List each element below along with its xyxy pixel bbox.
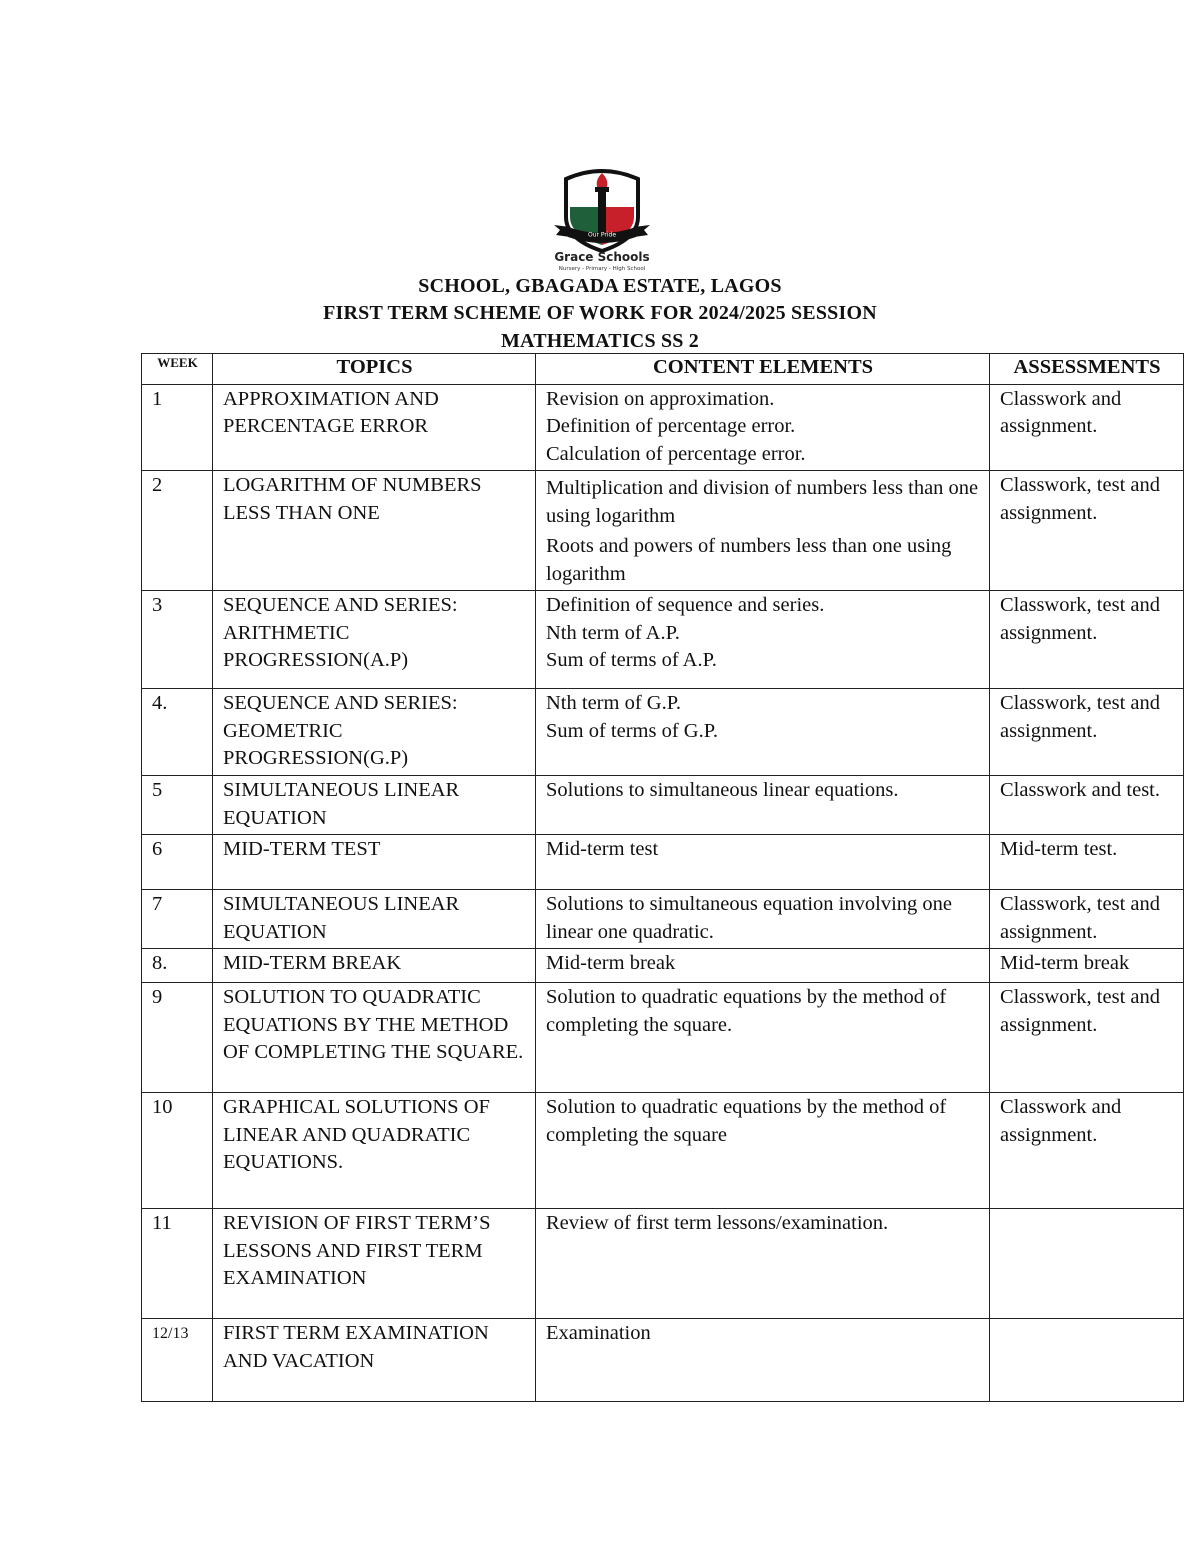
logo-tagline: Nursery - Primary - High School [558, 266, 646, 272]
week-cell: 8. [142, 949, 213, 983]
content-line: Roots and powers of numbers less than one using logarithm [546, 535, 952, 585]
content-cell [536, 689, 990, 776]
school-address-heading: SCHOOL, GBAGADA ESTATE, LAGOS [418, 275, 782, 297]
table-row [142, 776, 1184, 835]
content-line: Definition of percentage error. [546, 415, 796, 437]
week-column-header: WEEK [142, 354, 213, 385]
topic-cell: SOLUTION TO QUADRATIC EQUATIONS BY THE METHOD OF COMPLETING THE SQUARE. [213, 983, 536, 1093]
assessment-cell: Classwork, test and assignment. [990, 983, 1184, 1093]
table-row [142, 1209, 1184, 1319]
content-line: Solution to quadratic equations by the method of completing the square. [546, 986, 947, 1036]
content-line: Revision on approximation. [546, 387, 775, 410]
content-line: Solutions to simultaneous linear equations. [546, 779, 899, 801]
content-line: Sum of terms of G.P. [546, 719, 718, 742]
school-logo [548, 165, 656, 273]
topic-cell: SEQUENCE AND SERIES: ARITHMETIC PROGRESSION(A.P) [213, 591, 536, 689]
topic-cell: LOGARITHM OF NUMBERS LESS THAN ONE [213, 471, 536, 591]
content-line: Sum of terms of A.P. [546, 649, 717, 671]
topic-cell: GRAPHICAL SOLUTIONS OF LINEAR AND QUADRATIC EQUATIONS. [213, 1093, 536, 1209]
content-line: Mid-term test [546, 838, 659, 860]
content-cell [536, 1093, 990, 1209]
content-cell [536, 983, 990, 1093]
content-line: Mid-term break [546, 952, 676, 974]
logo-motto: Our Pride [587, 231, 617, 239]
week-cell: 3 [142, 591, 213, 689]
table-row [142, 949, 1184, 983]
content-line: Examination [546, 1322, 651, 1344]
table-header-row [142, 354, 1184, 385]
assessment-cell: Classwork, test and assignment. [990, 591, 1184, 689]
topic-cell: FIRST TERM EXAMINATION AND VACATION [213, 1319, 536, 1402]
scheme-of-work-table [141, 353, 1184, 1402]
table-row [142, 1319, 1184, 1402]
week-cell: 4. [142, 689, 213, 776]
assessment-cell: Classwork, test and assignment. [990, 471, 1184, 591]
week-cell: 7 [142, 890, 213, 949]
assessment-cell: Classwork, test and assignment. [990, 890, 1184, 949]
table-row [142, 471, 1184, 591]
week-cell: 11 [142, 1209, 213, 1319]
assessment-cell: Classwork and assignment. [990, 384, 1184, 471]
table-row [142, 890, 1184, 949]
assessment-cell: Classwork and test. [990, 776, 1184, 835]
week-cell: 1 [142, 384, 213, 471]
content-cell [536, 471, 990, 591]
content-line: Nth term of G.P. [546, 692, 681, 714]
week-cell: 6 [142, 835, 213, 890]
week-cell: 2 [142, 471, 213, 591]
content-cell [536, 1209, 990, 1319]
table-row [142, 983, 1184, 1093]
week-cell: 12/13 [142, 1319, 213, 1402]
table-row [142, 1093, 1184, 1209]
table-row [142, 384, 1184, 471]
content-cell [536, 835, 990, 890]
table-row [142, 689, 1184, 776]
content-cell [536, 949, 990, 983]
scheme-title-heading: FIRST TERM SCHEME OF WORK FOR 2024/2025 SESSION [323, 302, 877, 324]
assessment-cell [990, 1209, 1184, 1319]
assessment-cell [990, 1319, 1184, 1402]
week-cell: 10 [142, 1093, 213, 1209]
content-line: Review of first term lessons/examination. [546, 1212, 889, 1234]
table-row [142, 591, 1184, 689]
content-column-header: CONTENT ELEMENTS [536, 354, 990, 385]
content-line: Nth term of A.P. [546, 621, 680, 644]
content-cell [536, 890, 990, 949]
assessment-cell: Mid-term test. [990, 835, 1184, 890]
logo-school-name: Grace Schools [554, 250, 650, 264]
topic-cell: SIMULTANEOUS LINEAR EQUATION [213, 776, 536, 835]
content-cell [536, 591, 990, 689]
week-cell: 9 [142, 983, 213, 1093]
content-line: Calculation of percentage error. [546, 442, 806, 465]
content-cell [536, 1319, 990, 1402]
content-line: Definition of sequence and series. [546, 594, 825, 616]
subject-heading: MATHEMATICS SS 2 [500, 330, 700, 352]
table-row [142, 835, 1184, 890]
content-cell [536, 776, 990, 835]
topic-cell: SEQUENCE AND SERIES: GEOMETRIC PROGRESSION(G.P) [213, 689, 536, 776]
topic-cell: APPROXIMATION AND PERCENTAGE ERROR [213, 384, 536, 471]
topics-column-header: TOPICS [213, 354, 536, 385]
assessments-column-header: ASSESSMENTS [990, 354, 1184, 385]
topic-cell: SIMULTANEOUS LINEAR EQUATION [213, 890, 536, 949]
content-cell [536, 384, 990, 471]
school-crest-icon [548, 165, 656, 273]
content-line: Solution to quadratic equations by the method of completing the square [546, 1096, 947, 1146]
content-line: Multiplication and division of numbers less than one using logarithm [546, 477, 979, 527]
assessment-cell: Classwork and assignment. [990, 1093, 1184, 1209]
assessment-cell: Mid-term break [990, 949, 1184, 983]
topic-cell: MID-TERM TEST [213, 835, 536, 890]
topic-cell: REVISION OF FIRST TERM’S LESSONS AND FIRST TERM EXAMINATION [213, 1209, 536, 1319]
topic-cell: MID-TERM BREAK [213, 949, 536, 983]
week-cell: 5 [142, 776, 213, 835]
content-line: Solutions to simultaneous equation involving one linear one quadratic. [546, 893, 952, 943]
assessment-cell: Classwork, test and assignment. [990, 689, 1184, 776]
